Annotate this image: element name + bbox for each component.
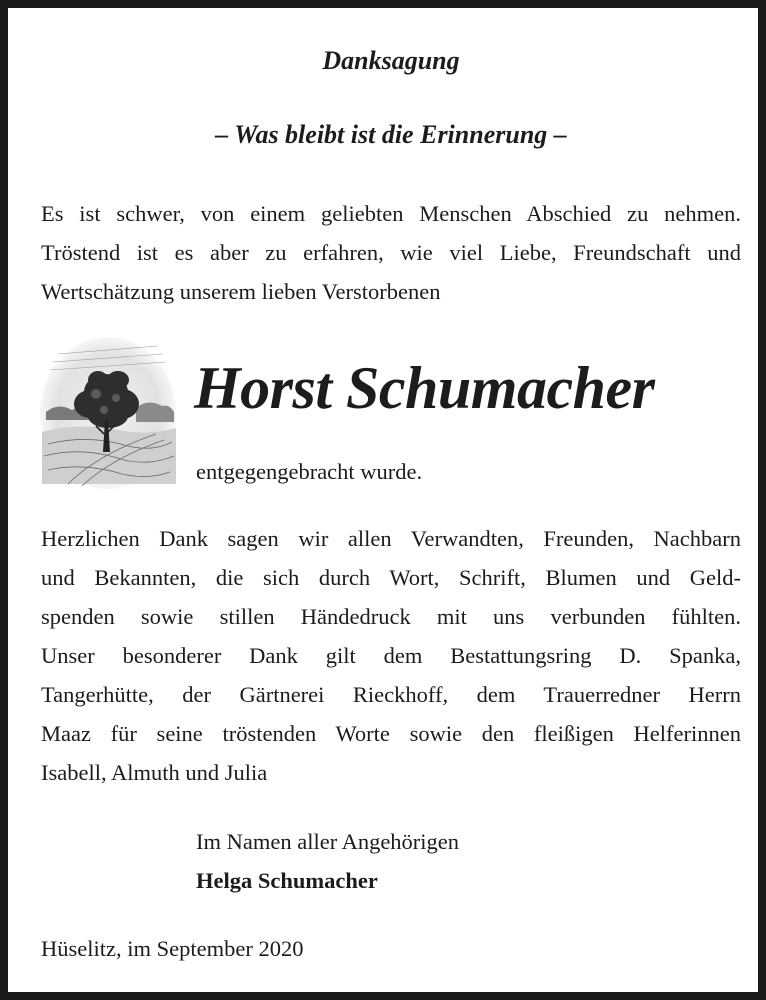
thanks-paragraph (41, 519, 741, 792)
thanks-line: Unser besonderer Dank gilt dem Bestattungsring D. Spanka, (41, 643, 741, 668)
tree-landscape-icon (38, 334, 178, 492)
thanks-line: Herzlichen Dank sagen wir allen Verwandten, Freunden, Nachbarn (41, 526, 741, 551)
intro-paragraph (41, 194, 741, 311)
signature-intro: Im Namen aller Angehörigen (196, 829, 460, 854)
intro-line: Wertschätzung unserem lieben Verstorbenen (41, 279, 441, 304)
intro-line: Es ist schwer, von einem geliebten Menschen Abschied zu nehmen. (41, 201, 741, 226)
place-date: Hüselitz, im September 2020 (41, 936, 304, 961)
notice-subheading: – Was bleibt ist die Erinnerung – (215, 120, 567, 149)
thanks-line: Tangerhütte, der Gärtnerei Rieckhoff, dem Trauerredner Herrn (41, 682, 741, 707)
intro-line: Tröstend ist es aber zu erfahren, wie viel Liebe, Freundschaft und (41, 240, 741, 265)
thanks-line: spenden sowie stillen Händedruck mit uns verbunden fühlten. (41, 604, 741, 629)
deceased-name: Horst Schumacher (194, 355, 655, 421)
thanks-line: Isabell, Almuth und Julia (41, 760, 268, 785)
notice-heading: Danksagung (322, 46, 460, 75)
thanks-line: Maaz für seine tröstenden Worte sowie den fleißigen Helferinnen (41, 721, 741, 746)
thanks-line: und Bekannten, die sich durch Wort, Schrift, Blumen und Geld- (41, 565, 741, 590)
signature-name: Helga Schumacher (196, 868, 378, 893)
after-name-text: entgegengebracht wurde. (196, 459, 423, 484)
